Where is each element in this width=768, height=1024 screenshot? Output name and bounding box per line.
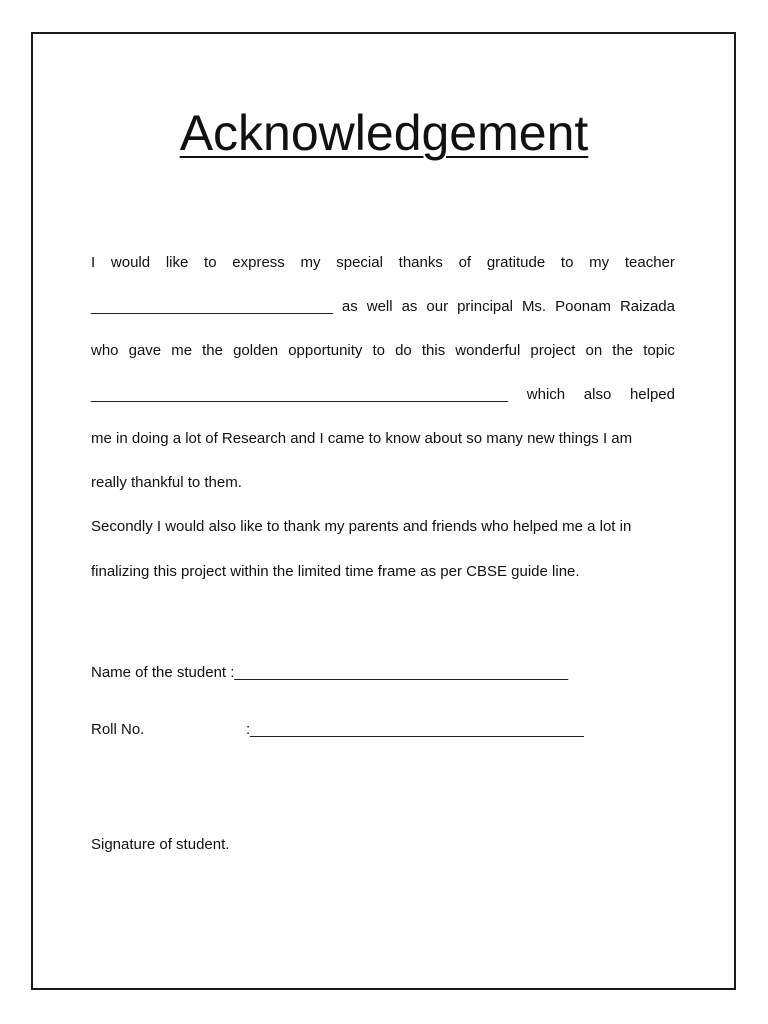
word: as	[341, 298, 358, 315]
word: topic	[643, 342, 675, 359]
word: gratitude	[486, 254, 546, 271]
paragraph2-line2: finalizing this project within the limited time frame as per CBSE guide line.	[91, 563, 580, 580]
teacher-name-blank: _____________________________	[91, 298, 333, 315]
paragraph1-line5: me in doing a lot of Research and I came to know about so many new things I am	[91, 430, 633, 447]
word: also	[583, 386, 612, 403]
word: I	[91, 254, 96, 271]
student-name-field	[91, 663, 568, 683]
word: express	[232, 254, 285, 271]
word: would	[110, 254, 151, 271]
word: teacher	[624, 254, 675, 271]
roll-no-colon: :	[246, 721, 251, 738]
word: on	[585, 342, 603, 359]
paragraph1-line6: really thankful to them.	[91, 474, 242, 491]
word: helped	[629, 386, 675, 403]
word: Raizada	[619, 298, 675, 315]
word: opportunity	[288, 342, 363, 359]
topic-blank: __________________________________________________	[91, 386, 509, 403]
word: wonderful	[455, 342, 521, 359]
roll-no-blank: ________________________________________	[250, 721, 584, 738]
roll-no-label: Roll No.	[91, 721, 145, 738]
word: like	[165, 254, 189, 271]
word: to	[372, 342, 386, 359]
word: me	[171, 342, 193, 359]
word: my	[589, 254, 610, 271]
word: my	[300, 254, 321, 271]
paragraph1-line3	[91, 341, 675, 361]
word: principal	[457, 298, 513, 315]
word: thanks	[398, 254, 443, 271]
word: this	[421, 342, 446, 359]
signature-label: Signature of student.	[91, 836, 230, 853]
word: Poonam	[555, 298, 611, 315]
student-name-blank: ________________________________________	[234, 664, 569, 681]
word: project	[530, 342, 576, 359]
student-name-label: Name of the student :	[91, 664, 235, 681]
word: who	[91, 342, 119, 359]
paragraph1-line4	[91, 385, 675, 405]
roll-no-field	[91, 720, 584, 740]
word: to	[560, 254, 574, 271]
word: golden	[233, 342, 279, 359]
paragraph1-line1	[91, 253, 675, 273]
word: to	[204, 254, 217, 271]
word: well	[366, 298, 393, 315]
paragraph2-line1: Secondly I would also like to thank my parents and friends who helped me a lot in	[91, 518, 632, 535]
word: the	[612, 342, 634, 359]
word: Ms.	[521, 298, 547, 315]
word: do	[395, 342, 412, 359]
word: gave	[128, 342, 162, 359]
word: which	[526, 386, 566, 403]
word: as	[401, 298, 418, 315]
word: special	[336, 254, 383, 271]
word: the	[202, 342, 223, 359]
page-title: Acknowledgement	[179, 105, 589, 161]
paragraph1-line2	[91, 297, 675, 317]
word: of	[458, 254, 472, 271]
word: our	[426, 298, 449, 315]
